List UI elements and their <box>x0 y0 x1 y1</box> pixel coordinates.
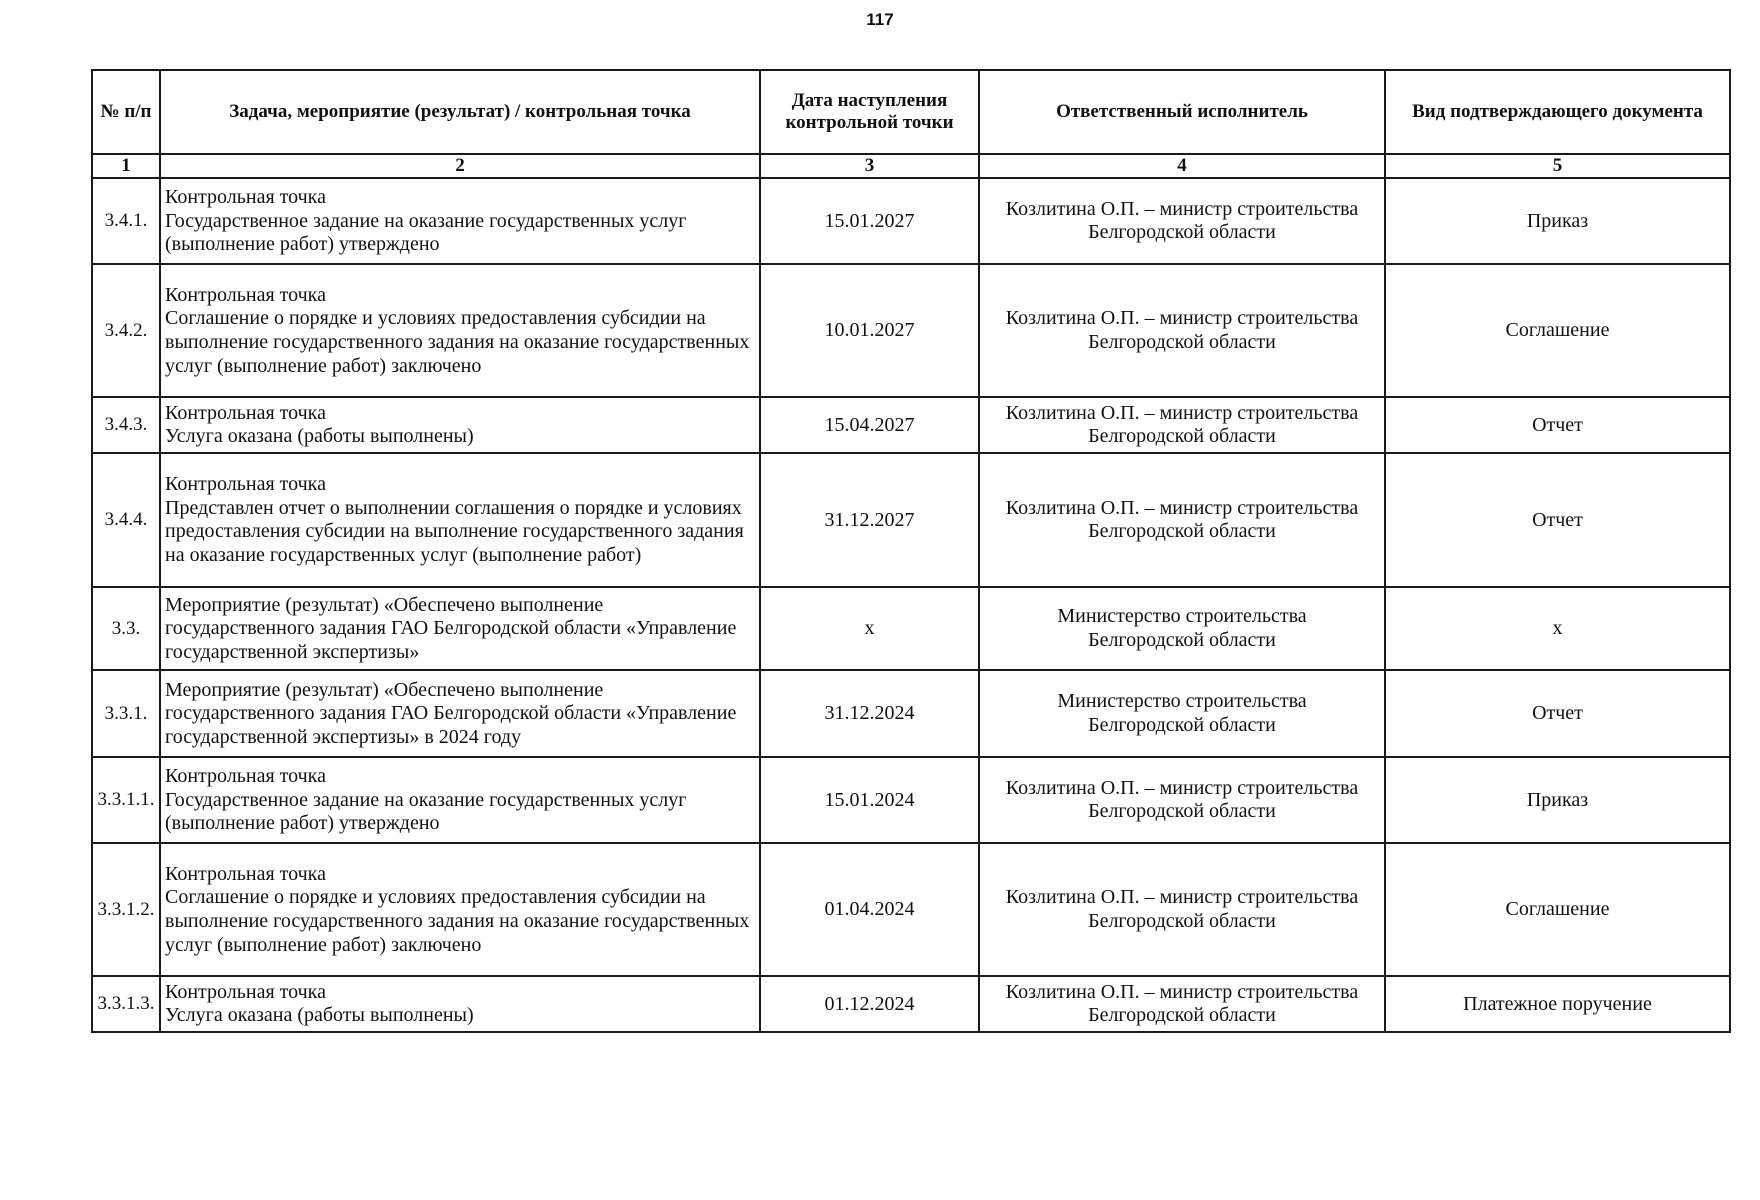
row-document: x <box>1385 587 1730 670</box>
row-number: 3.3.1.3. <box>92 976 160 1032</box>
row-document: Отчет <box>1385 453 1730 587</box>
row-date: 15.04.2027 <box>760 397 979 453</box>
row-document: Соглашение <box>1385 843 1730 976</box>
header-date: Дата наступления контрольной точки <box>760 70 979 154</box>
header-executor: Ответственный исполнитель <box>979 70 1385 154</box>
table-row <box>92 757 1730 843</box>
table-row <box>92 264 1730 397</box>
row-document: Отчет <box>1385 397 1730 453</box>
table-row <box>92 453 1730 587</box>
checkpoint-table-container <box>91 69 1731 1033</box>
header-task: Задача, мероприятие (результат) / контрольная точка <box>160 70 760 154</box>
row-task: Мероприятие (результат) «Обеспечено выполнение государственного задания ГАО Белгородской области «Управление государственной экспертизы» <box>160 587 760 670</box>
row-task: Контрольная точка Услуга оказана (работы выполнены) <box>160 397 760 453</box>
row-date: x <box>760 587 979 670</box>
row-executor: Козлитина О.П. – министр строительства Белгородской области <box>979 843 1385 976</box>
column-number: 3 <box>760 154 979 178</box>
table-row <box>92 587 1730 670</box>
table-row <box>92 178 1730 264</box>
table-row <box>92 670 1730 757</box>
row-document: Соглашение <box>1385 264 1730 397</box>
column-number: 5 <box>1385 154 1730 178</box>
table-row <box>92 397 1730 453</box>
row-executor: Козлитина О.П. – министр строительства Белгородской области <box>979 453 1385 587</box>
header-row <box>92 70 1730 154</box>
checkpoint-table <box>91 69 1731 1033</box>
row-date: 01.12.2024 <box>760 976 979 1032</box>
row-number: 3.4.3. <box>92 397 160 453</box>
row-date: 31.12.2024 <box>760 670 979 757</box>
row-task: Контрольная точка Государственное задание на оказание государственных услуг (выполнение работ) утверждено <box>160 178 760 264</box>
row-executor: Козлитина О.П. – министр строительства Белгородской области <box>979 757 1385 843</box>
row-document: Платежное поручение <box>1385 976 1730 1032</box>
row-document: Приказ <box>1385 178 1730 264</box>
row-executor: Козлитина О.П. – министр строительства Белгородской области <box>979 264 1385 397</box>
row-task: Контрольная точка Соглашение о порядке и условиях предоставления субсидии на выполнение государственного задания на оказание государственных услуг (выполнение работ) заключено <box>160 843 760 976</box>
row-number: 3.3.1. <box>92 670 160 757</box>
row-task: Контрольная точка Представлен отчет о выполнении соглашения о порядке и условиях предоставления субсидии на выполнение государственного задания на оказание государственных услуг (выполнение работ) <box>160 453 760 587</box>
page-number: 117 <box>866 10 894 29</box>
row-executor: Козлитина О.П. – министр строительства Белгородской области <box>979 397 1385 453</box>
row-document: Отчет <box>1385 670 1730 757</box>
row-document: Приказ <box>1385 757 1730 843</box>
row-number: 3.4.2. <box>92 264 160 397</box>
row-number: 3.3.1.2. <box>92 843 160 976</box>
row-task: Мероприятие (результат) «Обеспечено выполнение государственного задания ГАО Белгородской области «Управление государственной экспертизы» в 2024 году <box>160 670 760 757</box>
row-number: 3.4.1. <box>92 178 160 264</box>
row-date: 15.01.2024 <box>760 757 979 843</box>
row-date: 01.04.2024 <box>760 843 979 976</box>
row-date: 10.01.2027 <box>760 264 979 397</box>
header-number: № п/п <box>92 70 160 154</box>
header-document: Вид подтверждающего документа <box>1385 70 1730 154</box>
row-executor: Козлитина О.П. – министр строительства Белгородской области <box>979 976 1385 1032</box>
row-task: Контрольная точка Услуга оказана (работы выполнены) <box>160 976 760 1032</box>
row-executor: Министерство строительства Белгородской области <box>979 670 1385 757</box>
row-date: 15.01.2027 <box>760 178 979 264</box>
column-number: 2 <box>160 154 760 178</box>
column-number: 4 <box>979 154 1385 178</box>
row-executor: Министерство строительства Белгородской области <box>979 587 1385 670</box>
row-executor: Козлитина О.П. – министр строительства Белгородской области <box>979 178 1385 264</box>
row-task: Контрольная точка Соглашение о порядке и условиях предоставления субсидии на выполнение государственного задания на оказание государственных услуг (выполнение работ) заключено <box>160 264 760 397</box>
row-date: 31.12.2027 <box>760 453 979 587</box>
row-number: 3.4.4. <box>92 453 160 587</box>
row-task: Контрольная точка Государственное задание на оказание государственных услуг (выполнение работ) утверждено <box>160 757 760 843</box>
table-row <box>92 843 1730 976</box>
table-row <box>92 976 1730 1032</box>
row-number: 3.3. <box>92 587 160 670</box>
row-number: 3.3.1.1. <box>92 757 160 843</box>
column-number-row <box>92 154 1730 178</box>
column-number: 1 <box>92 154 160 178</box>
